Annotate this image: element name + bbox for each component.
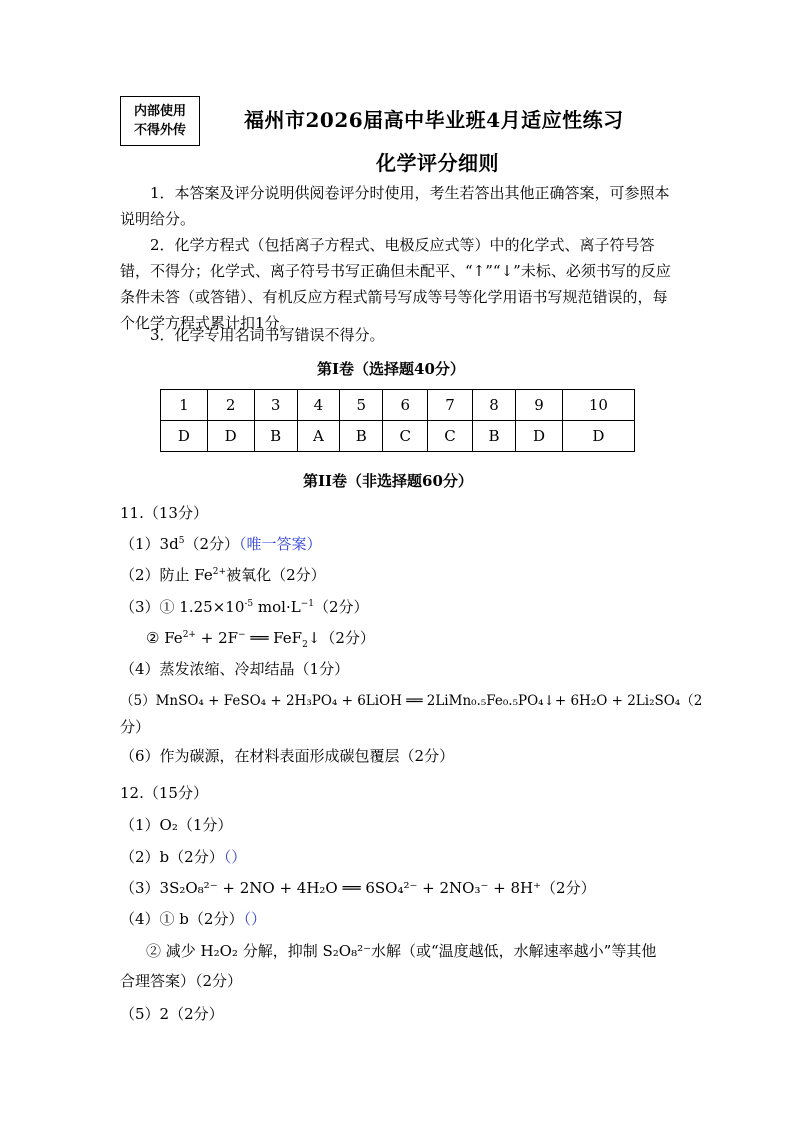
- internal-use-stamp: [120, 96, 200, 146]
- q12-answer-5: （5）2（2分）: [120, 1005, 224, 1023]
- question-number: 9: [516, 390, 563, 421]
- q12-answer-4-note: （）: [243, 910, 266, 928]
- question-number: 10: [562, 390, 634, 421]
- q11-answer-2: （2）防止 $Fe^{2+}$被氧化（2分）: [120, 566, 326, 584]
- stamp-line-1: 内部使用: [133, 104, 186, 119]
- q12-answer-1: （1）O₂（1分）: [120, 816, 233, 834]
- question-number: 4: [297, 390, 339, 421]
- document-title: 福州市2026届高中毕业班4月适应性练习: [244, 108, 624, 132]
- question-number: 6: [383, 390, 428, 421]
- answer-letter: A: [297, 421, 339, 452]
- answer-letter: D: [207, 421, 254, 452]
- answer-letter: D: [516, 421, 563, 452]
- section-1-title: 第I卷（选择题40分）: [317, 360, 465, 378]
- answer-letter: C: [383, 421, 428, 452]
- q12-answer-3: （3）3S₂O₈²⁻ + 2NO + 4H₂O ══ 6SO₄²⁻ + 2NO₃⁻ + 8H⁺（2分）: [120, 879, 596, 897]
- q11-header: 11.（13分）: [120, 504, 208, 522]
- document-subtitle: 化学评分细则: [376, 151, 499, 175]
- stamp-line-2: 不得外传: [133, 123, 186, 138]
- answer-letter: D: [562, 421, 634, 452]
- note-3: 3．化学专用名词书写错误不得分。: [150, 326, 385, 344]
- question-number: 3: [254, 390, 297, 421]
- q11-answer-3-1: （3）① $1.25\times 10^{-5}$ $mol\cdot L^{-1}(2$分）: [120, 598, 369, 616]
- q11-answer-1-note: （唯一答案）: [238, 535, 322, 553]
- answer-letter: B: [340, 421, 383, 452]
- section-2-title: 第II卷（非选择题60分）: [303, 472, 473, 490]
- q12-answer-2: （2）b（2分）（）: [120, 848, 247, 866]
- note-2: 2．化学方程式（包括离子方程式、电极反应式等）中的化学式、离子符号答错，不得分；化学式、离子符号书写正确但未配平、“↑”“↓”未标、必须书写的反应条件未答（或答错）、有机反应方程式箭号写成等号等化学用语书写规范错误的，每个化学方程式累计扣1分。: [120, 236, 671, 332]
- answer-letter: B: [472, 421, 515, 452]
- q12-header: 12.（15分）: [120, 784, 208, 802]
- question-number: 5: [340, 390, 383, 421]
- answer-table: [160, 389, 635, 452]
- answer-table-answers-row: [161, 421, 635, 452]
- q11-answer-1: $(1)3d^5(2$分）（唯一答案）: [120, 535, 322, 553]
- q12-answer-4-1: （4）① b（2分）（）: [120, 910, 266, 928]
- answer-letter: B: [254, 421, 297, 452]
- question-number: 7: [428, 390, 473, 421]
- question-number: 8: [472, 390, 515, 421]
- q11-answer-4: （4）蒸发浓缩、冷却结晶（1分）: [120, 660, 350, 678]
- answer-letter: C: [428, 421, 473, 452]
- question-number: 2: [207, 390, 254, 421]
- note-1: 1．本答案及评分说明供阅卷评分时使用，考生若答出其他正确答案，可参照本说明给分。: [120, 184, 670, 228]
- q11-answer-6: （6）作为碳源，在材料表面形成碳包覆层（2分）: [120, 747, 455, 765]
- q12-answer-4-2-cont: 合理答案）（2分）: [120, 972, 243, 990]
- q12-answer-2-note: （）: [223, 848, 247, 866]
- question-number: 1: [161, 390, 208, 421]
- q11-answer-3-2: ② $Fe^{2+} + 2F^-$ ══ FeF$_2$↓（2分）: [146, 629, 375, 650]
- q12-answer-4-2: ② 减少 H₂O₂ 分解，抑制 S₂O₈²⁻水解（或“温度越低，水解速率越小”等其他: [146, 942, 657, 960]
- answer-table-numbers-row: [161, 390, 635, 421]
- q11-answer-5-cont: 分）: [120, 718, 151, 736]
- q11-answer-5: （5）MnSO₄ + FeSO₄ + 2H₃PO₄ + 6LiOH ══ 2LiMn₀.₅Fe₀.₅PO₄↓+ 6H₂O + 2Li₂SO₄（2: [120, 693, 703, 709]
- answer-letter: D: [161, 421, 208, 452]
